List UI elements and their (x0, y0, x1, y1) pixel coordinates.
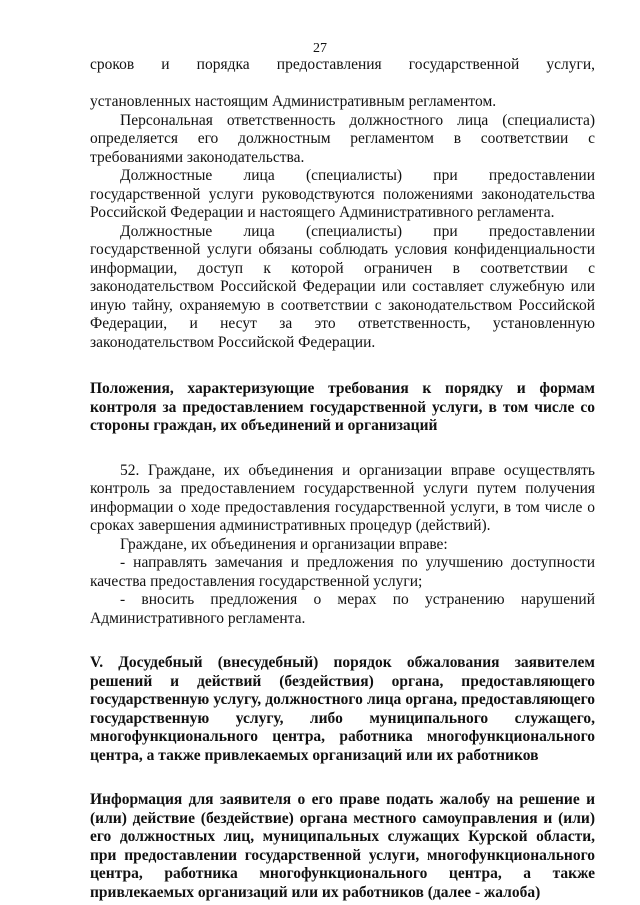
heading-section-v: V. Досудебный (внесудебный) порядок обжалования заявителем решений и действий (бездействия) органа, предоставляющего государственную услугу, должностного лица органа, предоставляющего государственную услугу, либо муниципального служащего, многофункционального центра, работника многофункционального центра, а также привлекаемых организаций или их работников (90, 654, 595, 764)
page-body (90, 56, 595, 902)
paragraph-52: 52. Граждане, их объединения и организации вправе осуществлять контроль за предоставлением государственной услуги путем получения информации о ходе предоставления государственной услуги, в том числе о сроках завершения административных процедур (действий). (90, 461, 595, 534)
paragraph-legislation: Должностные лица (специалисты) при предоставлении государственной услуги руководствуются положениями законодательства Российской Федерации и настоящего Административного регламента. (90, 167, 595, 221)
list-item-proposals: - вносить предложения о мерах по устранению нарушений Административного регламента. (90, 591, 595, 627)
paragraph-confidentiality: Должностные лица (специалисты) при предоставлении государственной услуги обязаны соблюдать условия конфиденциальности информации, доступ к которой ограничен в соответствии с законодательством Российской Федерации или составляет служебную или иную тайну, охраняемую в соответствии с законодательством Российской Федерации, и несут за это ответственность, установленную законодательством Российской Федерации. (90, 222, 595, 351)
list-item-remarks: - направлять замечания и предложения по улучшению доступности качества предоставления государственной услуги; (90, 554, 595, 590)
paragraph-responsibility: Персональная ответственность должностного лица (специалиста) определяется его должностным регламентом в соответствии с требованиями законодательства. (90, 111, 595, 166)
heading-control-provisions: Положения, характеризующие требования к порядку и формам контроля за предоставлением государственной услуги, в том числе со стороны граждан, их объединений и организаций (90, 380, 595, 434)
intro-line-1: сроков и порядка предоставления государственной услуги, (90, 56, 595, 73)
page-number: 27 (313, 41, 327, 56)
paragraph-52-rights: Граждане, их объединения и организации вправе: (120, 535, 448, 553)
intro-line-2: установленных настоящим Административным регламентом. (90, 93, 497, 110)
heading-complaint-info: Информация для заявителя о его праве подать жалобу на решение и (или) действие (бездействие) органа местного самоуправления и (или) его должностных лиц, муниципальных служащих Курской области, при предоставлении государственной услуги, многофункционального центра, работника многофункционального центра, а также привлекаемых организаций или их работников (далее - жалоба) (90, 791, 595, 901)
